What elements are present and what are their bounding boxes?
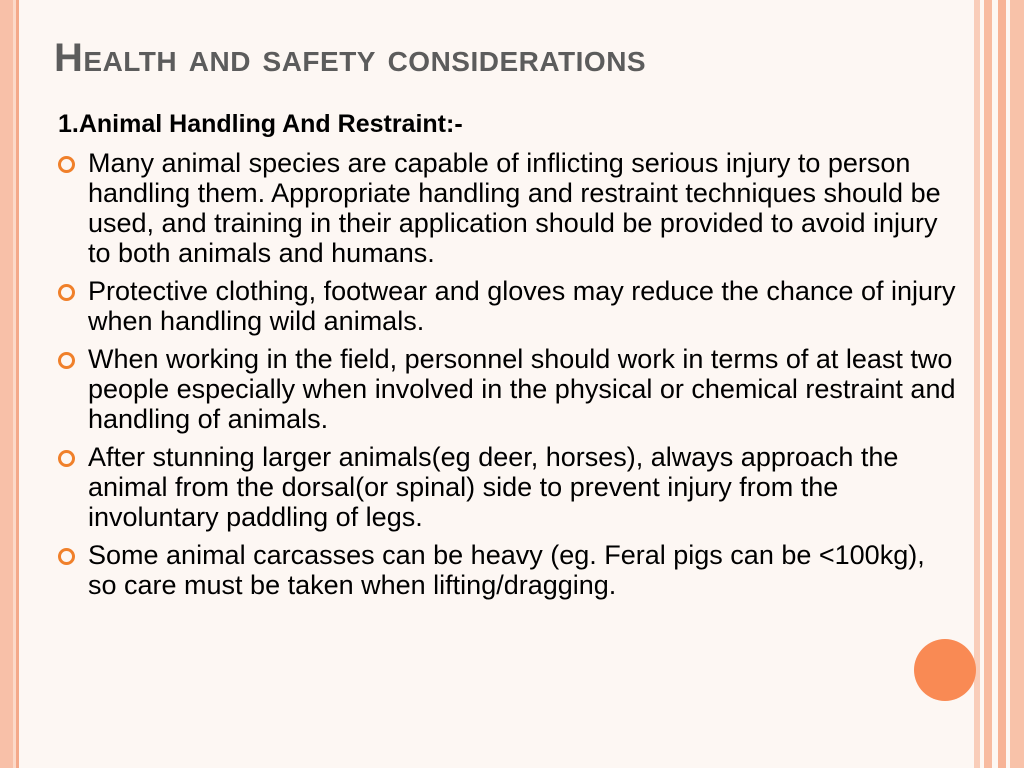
bullet-item <box>58 148 958 268</box>
section-heading: 1.Animal Handling And Restraint:- <box>58 110 463 138</box>
bullet-text: When working in the field, personnel should work in terms of at least two people especially when involved in the physical or chemical restraint and handling of animals. <box>88 344 956 434</box>
left-border <box>0 0 13 768</box>
stripe <box>984 0 992 768</box>
bullet-text: Protective clothing, footwear and gloves may reduce the chance of injury when handling wild animals. <box>88 276 956 336</box>
bullet-circle-icon <box>58 156 75 173</box>
bullet-circle-icon <box>58 352 75 369</box>
bullet-item <box>58 540 958 600</box>
bullet-text: Many animal species are capable of inflicting serious injury to person handling them. Appropriate handling and restraint techniques should be used, and training in their application should be provided to avoid injury to both animals and humans. <box>88 148 941 268</box>
stripe <box>998 0 1006 768</box>
stripe <box>1010 0 1024 768</box>
bullet-circle-icon <box>58 450 75 467</box>
bullet-circle-icon <box>58 284 75 301</box>
bullet-list <box>58 148 958 608</box>
bullet-item <box>58 344 958 434</box>
decorative-orange-circle <box>914 639 976 701</box>
left-border-inner <box>16 0 19 768</box>
bullet-item <box>58 442 958 532</box>
slide-title: Health and safety considerations <box>54 36 647 80</box>
bullet-circle-icon <box>58 548 75 565</box>
bullet-item <box>58 276 958 336</box>
bullet-text: Some animal carcasses can be heavy (eg. Feral pigs can be <100kg), so care must be taken when lifting/dragging. <box>88 540 925 600</box>
right-decorative-stripes <box>974 0 1024 768</box>
bullet-text: After stunning larger animals(eg deer, horses), always approach the animal from the dorsal(or spinal) side to prevent injury from the involuntary paddling of legs. <box>88 442 899 532</box>
